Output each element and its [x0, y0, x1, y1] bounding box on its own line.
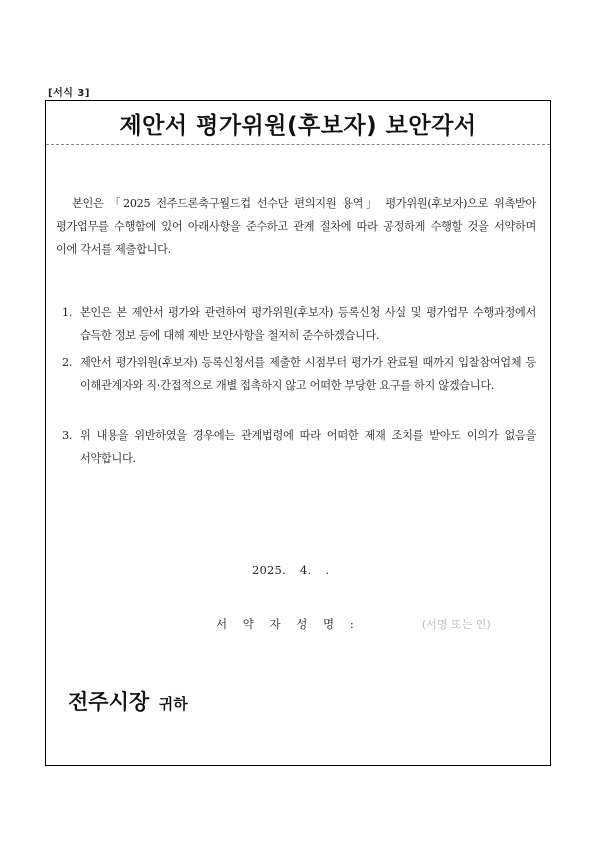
recipient-name: 전주시장	[68, 690, 150, 714]
pledge-item-number: 1.	[62, 306, 73, 319]
pledge-item-text: 제안서 평가위원(후보자) 등록신청서를 제출한 시점부터 평가가 완료될 때까지 입찰참여업체 등 이해관계자와 직·간접적으로 개별 접촉하지 않고 어떠한 부당한 요구를 하지 않겠습니다.	[80, 356, 536, 392]
document-title: 제안서 평가위원(후보자) 보안각서	[119, 113, 477, 139]
pledge-item-3	[62, 424, 536, 470]
intro-paragraph: 본인은 「2025 전주드론축구월드컵 선수단 편의지원 용역」 평가위원(후보자)으로 위촉받아 평가업무를 수행함에 있어 아래사항을 준수하고 관계 절차에 따라 공정하게 수행할 것을 서약하며 이에 각서를 제출합니다.	[56, 197, 536, 256]
pledge-document	[45, 100, 551, 766]
date-day: .	[325, 563, 330, 577]
recipient-honorific: 귀하	[158, 695, 188, 713]
form-number-label: [서식 3]	[48, 88, 90, 99]
pledge-date	[252, 563, 329, 577]
title-divider	[46, 144, 550, 145]
pledge-item-1	[62, 301, 536, 347]
recipient	[68, 686, 188, 716]
pledge-item-text: 위 내용을 위반하였을 경우에는 관계법령에 따라 어떠한 제재 조치를 받아도 이의가 없음을 서약합니다.	[80, 429, 536, 465]
date-month: 4.	[299, 563, 312, 577]
signer-name-label: 서 약 자 성 명 :	[216, 617, 360, 631]
pledge-item-2	[62, 351, 536, 397]
pledge-item-number: 3.	[62, 429, 73, 442]
signature-placeholder[interactable]: (서명 또는 인)	[422, 618, 491, 631]
pledge-item-number: 2.	[62, 356, 73, 369]
pledge-item-text: 본인은 본 제안서 평가와 관련하여 평가위원(후보자) 등록신청 사실 및 평가업무 수행과정에서 습득한 정보 등에 대해 제반 보안사항을 철저히 준수하겠습니다.	[80, 306, 536, 342]
pledge-items	[62, 301, 536, 470]
date-year: 2025.	[252, 563, 286, 577]
